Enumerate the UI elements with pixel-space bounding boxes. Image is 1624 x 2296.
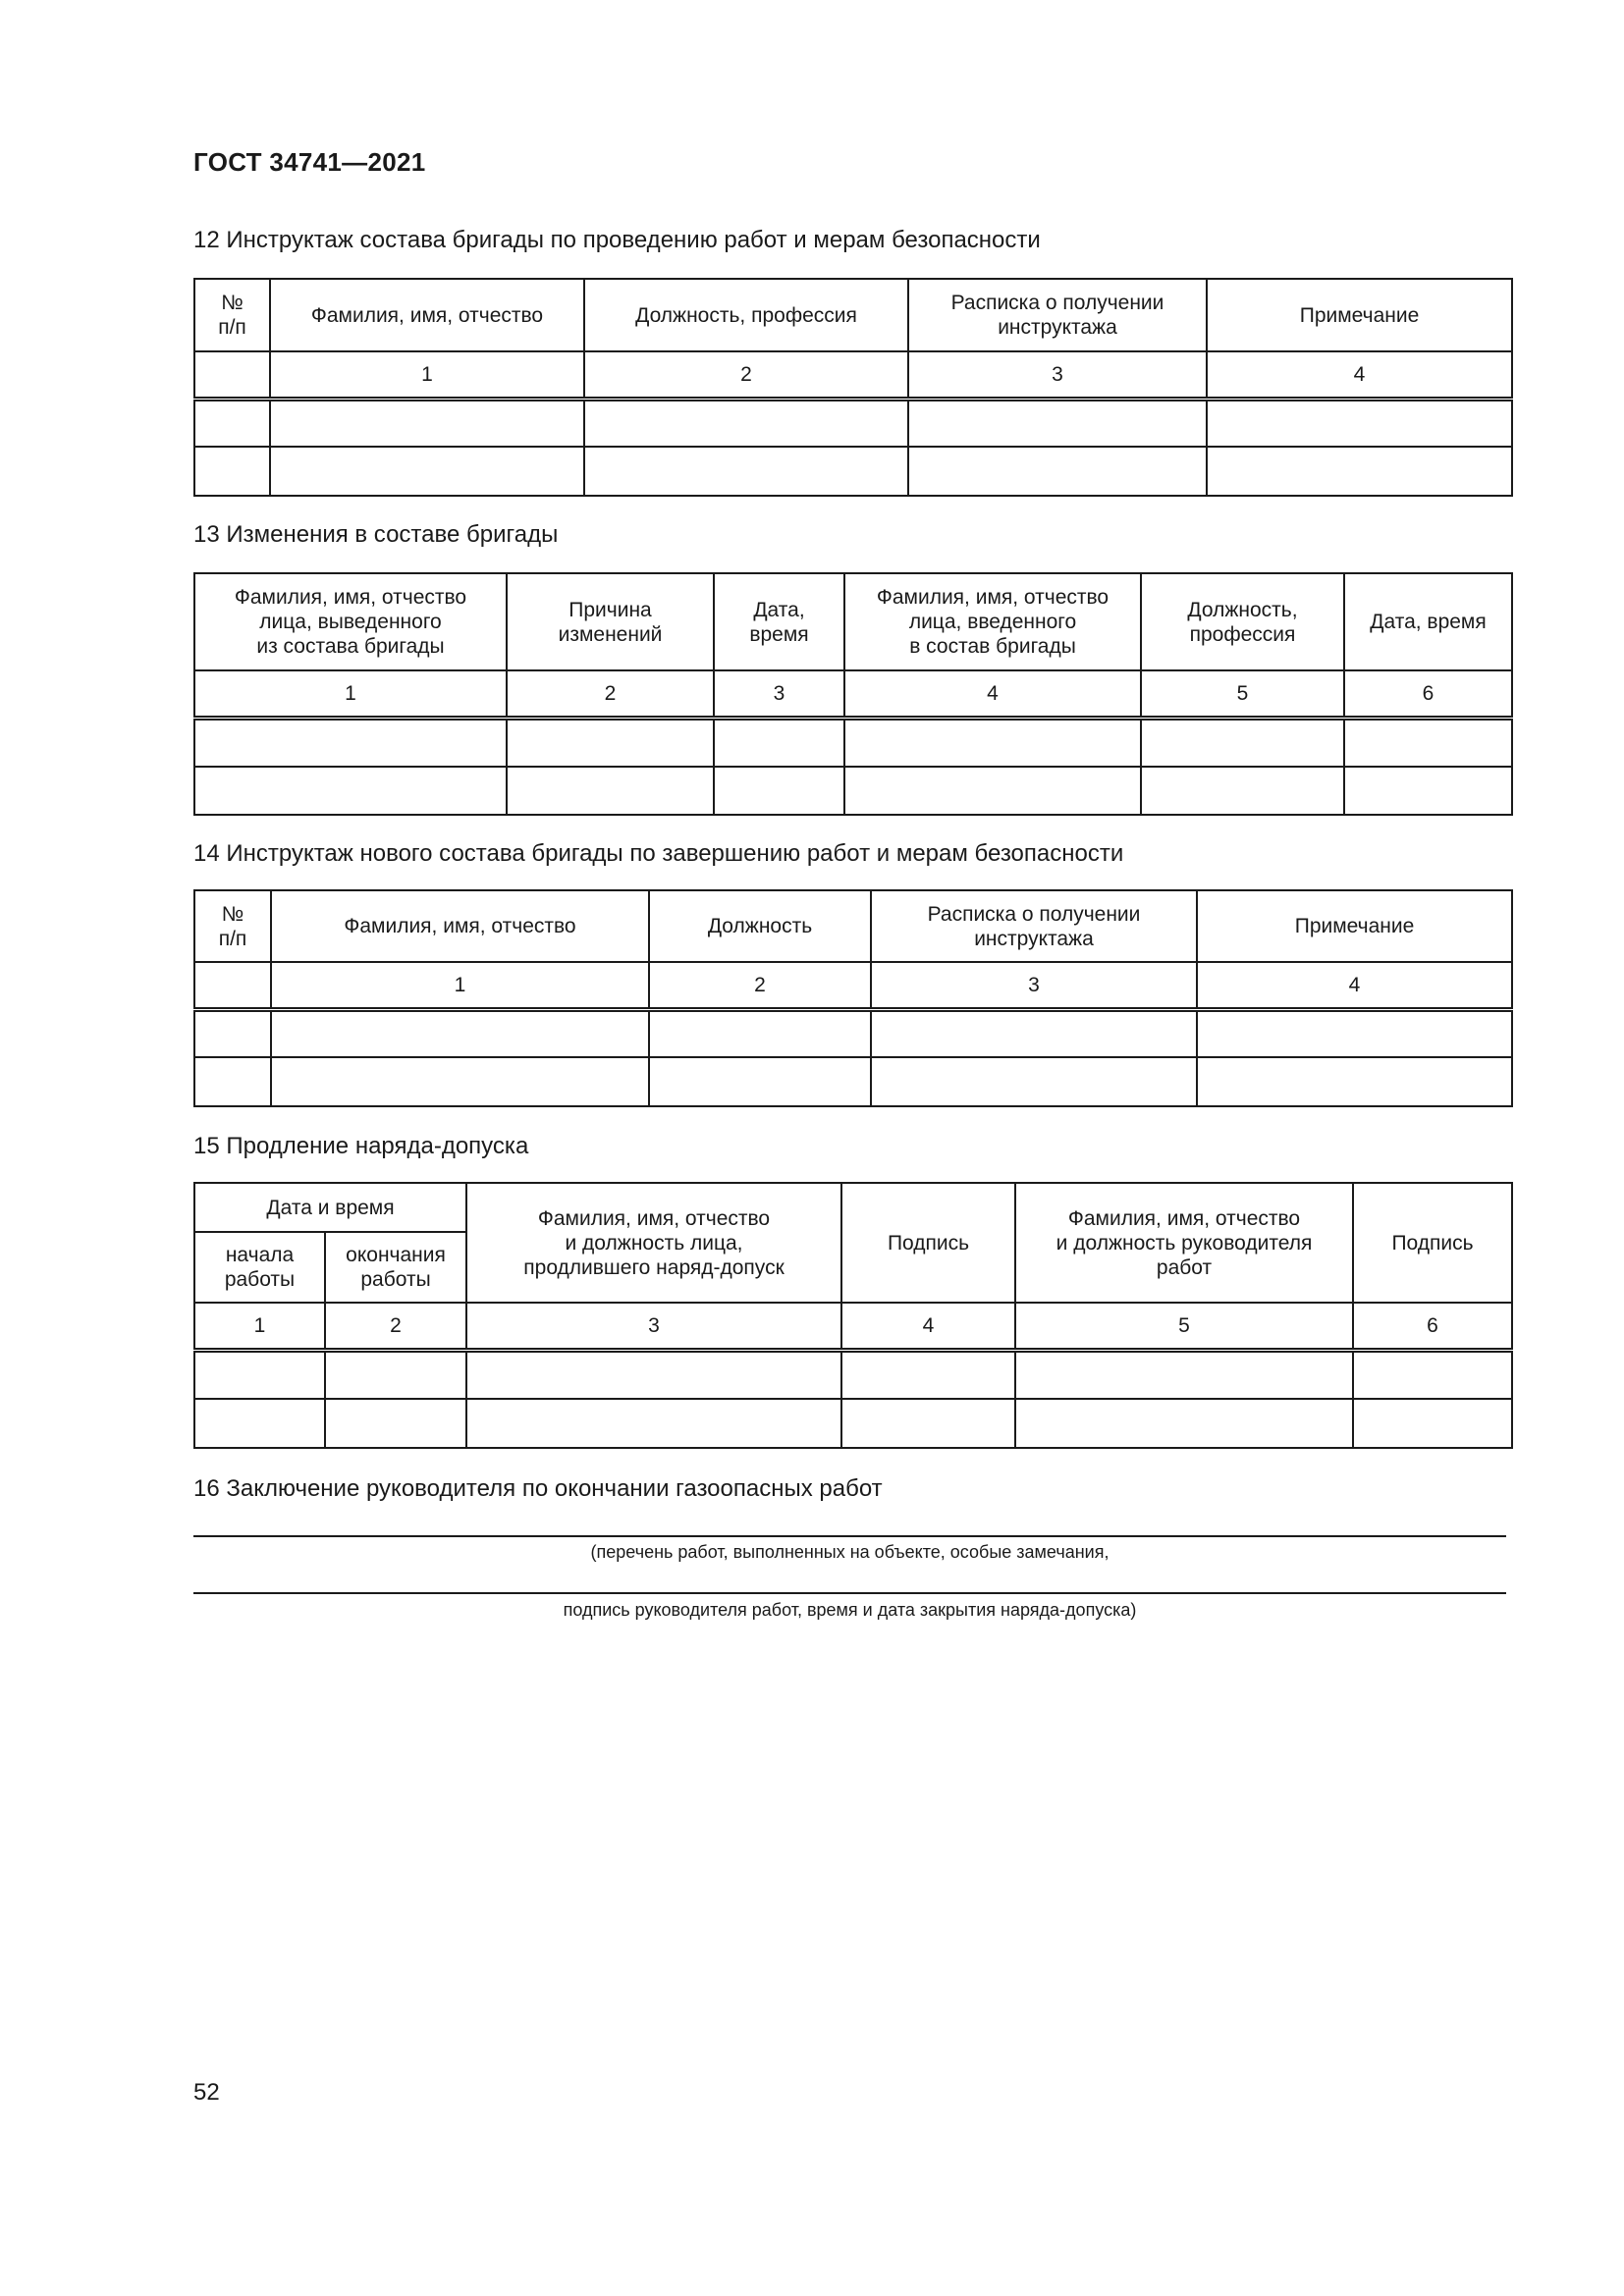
table-row: [194, 1009, 1512, 1057]
table-cell[interactable]: [841, 1350, 1015, 1399]
table-cell[interactable]: [1344, 718, 1512, 767]
column-number: 3: [714, 670, 844, 718]
column-header: № п/п: [194, 890, 271, 962]
table-header-row: [194, 573, 1512, 670]
table-row: [194, 1350, 1512, 1399]
table-cell[interactable]: [649, 1057, 871, 1106]
column-number: 2: [584, 351, 908, 399]
column-subheader: окончания работы: [325, 1232, 466, 1303]
table-row: [194, 767, 1512, 815]
column-number: 3: [871, 962, 1197, 1009]
column-number: 6: [1344, 670, 1512, 718]
column-number: 3: [908, 351, 1207, 399]
column-number-row: [194, 670, 1512, 718]
signature-line[interactable]: [193, 1592, 1506, 1594]
column-header: Дата, время: [1344, 573, 1512, 670]
table-cell[interactable]: [908, 399, 1207, 447]
table-cell[interactable]: [714, 767, 844, 815]
column-number: 1: [194, 1303, 325, 1350]
table-cell[interactable]: [1141, 718, 1344, 767]
table-row: [194, 447, 1512, 496]
column-number: 2: [649, 962, 871, 1009]
column-number: [194, 351, 270, 399]
table-cell[interactable]: [466, 1399, 841, 1448]
table-cell[interactable]: [1197, 1009, 1512, 1057]
table-header-row: [194, 1183, 1512, 1232]
column-header: Подпись: [841, 1183, 1015, 1303]
table-row: [194, 1057, 1512, 1106]
table-cell[interactable]: [908, 447, 1207, 496]
table-cell[interactable]: [507, 767, 714, 815]
column-group-header: Дата и время: [194, 1183, 466, 1232]
section-12-title: 12 Инструктаж состава бригады по проведению работ и мерам безопасности: [193, 227, 1041, 253]
column-number: 2: [507, 670, 714, 718]
table-cell[interactable]: [194, 718, 507, 767]
table-cell[interactable]: [194, 1057, 271, 1106]
column-header: Должность, профессия: [584, 279, 908, 351]
column-header: Должность: [649, 890, 871, 962]
table-cell[interactable]: [325, 1350, 466, 1399]
table-cell[interactable]: [1207, 447, 1512, 496]
column-header: Причина изменений: [507, 573, 714, 670]
table-cell[interactable]: [841, 1399, 1015, 1448]
column-number: 4: [841, 1303, 1015, 1350]
signature-caption: подпись руководителя работ, время и дата закрытия наряда-допуска): [563, 1600, 1137, 1620]
conclusion-caption: (перечень работ, выполненных на объекте, особые замечания,: [590, 1542, 1110, 1562]
table-cell[interactable]: [194, 399, 270, 447]
column-subheader: начала работы: [194, 1232, 325, 1303]
table-cell[interactable]: [584, 399, 908, 447]
section-16-title: 16 Заключение руководителя по окончании газоопасных работ: [193, 1475, 883, 1502]
permit-extension-table: [193, 1182, 1513, 1449]
document-code: ГОСТ 34741—2021: [193, 147, 426, 177]
table-cell[interactable]: [194, 1399, 325, 1448]
table-cell[interactable]: [325, 1399, 466, 1448]
table-header-row: [194, 890, 1512, 962]
column-number-row: [194, 1303, 1512, 1350]
page-number: 52: [193, 2079, 220, 2106]
column-header: Дата, время: [714, 573, 844, 670]
table-cell[interactable]: [714, 718, 844, 767]
table-cell[interactable]: [194, 767, 507, 815]
table-cell[interactable]: [1141, 767, 1344, 815]
section-14-title: 14 Инструктаж нового состава бригады по завершению работ и мерам безопасности: [193, 840, 1124, 867]
column-number: 2: [325, 1303, 466, 1350]
table-cell[interactable]: [844, 767, 1141, 815]
table-cell[interactable]: [271, 1009, 649, 1057]
table-row: [194, 399, 1512, 447]
table-cell[interactable]: [1015, 1350, 1353, 1399]
column-number: 5: [1141, 670, 1344, 718]
column-header: Расписка о получении инструктажа: [871, 890, 1197, 962]
briefing-table: [193, 278, 1513, 497]
table-cell[interactable]: [844, 718, 1141, 767]
table-cell[interactable]: [270, 447, 584, 496]
column-number: 3: [466, 1303, 841, 1350]
column-number-row: [194, 351, 1512, 399]
table-row: [194, 718, 1512, 767]
column-number: 1: [271, 962, 649, 1009]
column-number: [194, 962, 271, 1009]
column-header: Примечание: [1197, 890, 1512, 962]
table-row: [194, 1399, 1512, 1448]
table-cell[interactable]: [194, 1009, 271, 1057]
column-header: Фамилия, имя, отчество: [271, 890, 649, 962]
column-header: Примечание: [1207, 279, 1512, 351]
column-number: 5: [1015, 1303, 1353, 1350]
section-15-title: 15 Продление наряда-допуска: [193, 1133, 529, 1159]
table-cell[interactable]: [871, 1009, 1197, 1057]
column-header: № п/п: [194, 279, 270, 351]
table-cell[interactable]: [584, 447, 908, 496]
table-cell[interactable]: [1353, 1350, 1512, 1399]
column-number: 1: [194, 670, 507, 718]
column-header: Фамилия, имя, отчество и должность руководителя работ: [1015, 1183, 1353, 1303]
table-cell[interactable]: [466, 1350, 841, 1399]
column-number: 4: [1197, 962, 1512, 1009]
table-cell[interactable]: [1344, 767, 1512, 815]
crew-changes-table: [193, 572, 1513, 816]
section-13-title: 13 Изменения в составе бригады: [193, 521, 559, 548]
column-header: Фамилия, имя, отчество лица, введенного в состав бригады: [844, 573, 1141, 670]
column-header: Расписка о получении инструктажа: [908, 279, 1207, 351]
conclusion-line[interactable]: [193, 1535, 1506, 1537]
table-cell[interactable]: [194, 447, 270, 496]
table-cell[interactable]: [270, 399, 584, 447]
column-header: Подпись: [1353, 1183, 1512, 1303]
column-number: 1: [270, 351, 584, 399]
column-number: 4: [844, 670, 1141, 718]
table-cell[interactable]: [1197, 1057, 1512, 1106]
column-header: Фамилия, имя, отчество и должность лица, продлившего наряд-допуск: [466, 1183, 841, 1303]
table-cell[interactable]: [271, 1057, 649, 1106]
table-cell[interactable]: [507, 718, 714, 767]
table-cell[interactable]: [1353, 1399, 1512, 1448]
column-number: 6: [1353, 1303, 1512, 1350]
new-crew-briefing-table: [193, 889, 1513, 1107]
table-cell[interactable]: [194, 1350, 325, 1399]
table-header-row: [194, 279, 1512, 351]
column-number-row: [194, 962, 1512, 1009]
column-header: Должность, профессия: [1141, 573, 1344, 670]
table-cell[interactable]: [871, 1057, 1197, 1106]
column-number: 4: [1207, 351, 1512, 399]
column-header: Фамилия, имя, отчество лица, выведенного из состава бригады: [194, 573, 507, 670]
table-cell[interactable]: [1015, 1399, 1353, 1448]
table-cell[interactable]: [1207, 399, 1512, 447]
column-header: Фамилия, имя, отчество: [270, 279, 584, 351]
table-cell[interactable]: [649, 1009, 871, 1057]
